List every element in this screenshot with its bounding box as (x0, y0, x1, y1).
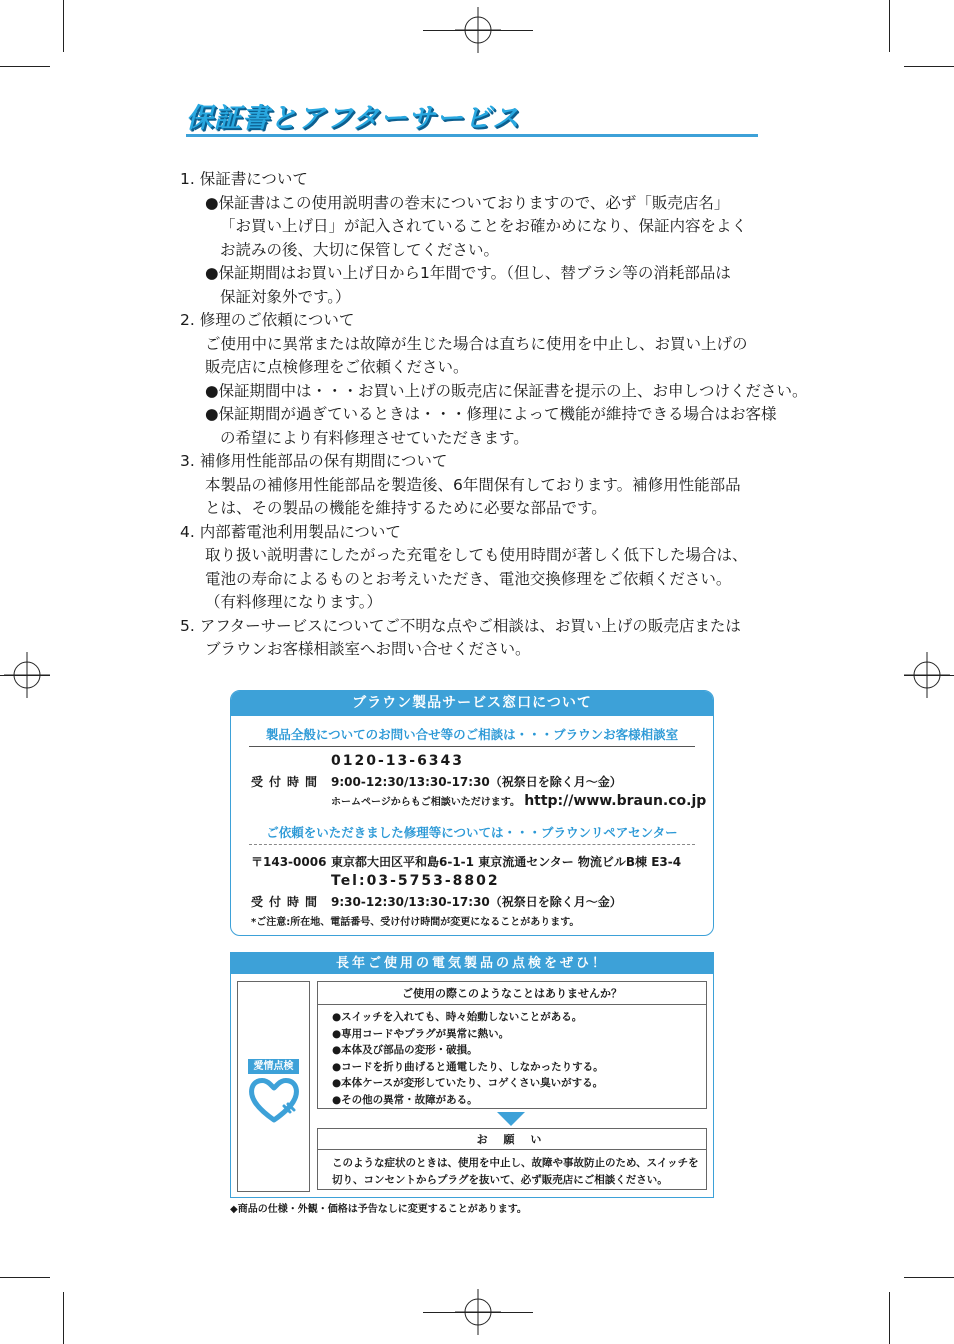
checklist-header: ご使用の際このようなことはありませんか？ (318, 982, 706, 1005)
registration-mark-icon (455, 1289, 501, 1335)
body-line: ●保証書はこの使用説明書の巻末についておりますので、必ず「販売店名」 (205, 193, 730, 212)
list-item: ●その他の異常・故障がある。 (332, 1093, 478, 1106)
main-body (180, 168, 808, 662)
section-heading: 3. 補修用性能部品の保有期間について (180, 452, 448, 470)
body-line: 電池の寿命によるものとお考えいただき、電池交換修理をご依頼ください。 (205, 569, 732, 588)
registration-mark-icon (455, 7, 501, 53)
inspection-box (230, 952, 714, 1198)
body-line: ●保証期間中は・・・お買い上げの販売店に保証書を提示の上、お申しつけください。 (205, 381, 808, 400)
symptom-checklist (317, 981, 707, 1109)
list-item: ●専用コードやプラグが異常に熱い。 (332, 1027, 510, 1040)
section-heading: 1. 保証書について (180, 170, 308, 188)
crop-mark (63, 1292, 64, 1344)
body-line: ご使用中に異常または故障が生じた場合は直ちに使用を中止し、お買い上げの (205, 334, 748, 353)
body-line: ブラウンお客様相談室へお問い合せください。 (205, 640, 531, 658)
registration-mark-icon (4, 652, 50, 698)
request-header: お 願 い (318, 1129, 706, 1150)
title-underline (186, 134, 758, 137)
list-item: ●本体及び部品の変形・破損。 (332, 1044, 478, 1056)
page-title: 保証書とアフターサービス (186, 103, 521, 134)
body-line: （有料修理になります。） (205, 593, 383, 611)
crop-mark (904, 1277, 954, 1278)
repair-hours: 9:30-12:30/13:30-17:30（祝祭日を除く月〜金） (331, 895, 622, 909)
list-item: ●コードを折り曲げると通電したり、しなかったりする。 (332, 1060, 604, 1073)
section-heading: 5. アフターサービスについてご不明な点やご相談は、お買い上げの販売店または (180, 616, 741, 635)
request-line: このような症状のときは、使用を中止し、故障や事故防止のため、スイッチを (332, 1157, 699, 1169)
crop-mark (904, 66, 954, 67)
crop-mark (0, 1277, 50, 1278)
crop-mark (889, 1292, 890, 1344)
general-inquiry-header: 製品全般についてのお問い合せ等のご相談は・・・ブラウンお客様相談室 (249, 725, 695, 747)
list-item: ●スイッチを入れても、時々始動しないことがある。 (332, 1011, 583, 1023)
homepage-link[interactable]: http://www.braun.co.jp (524, 793, 707, 809)
body-line: 保証対象外です。） (220, 287, 351, 306)
repair-address: 東京都大田区平和島6-1-1 東京流通センター 物流ビルB棟 E3-4 (331, 855, 682, 869)
list-item: ●本体ケースが変形していたり、コゲくさい臭いがする。 (332, 1077, 604, 1089)
request-panel (317, 1128, 707, 1190)
repair-center-header: ご依頼をいただきました修理等については・・・ブラウンリペアセンター (249, 823, 695, 845)
service-contact-box (230, 690, 714, 936)
general-hours: 9:00-12:30/13:30-17:30（祝祭日を除く月〜金） (331, 775, 622, 789)
service-box-header: ブラウン製品サービス窓口について (231, 691, 713, 716)
repair-phone: Tel:03-5753-8802 (331, 873, 500, 889)
postal-code: 〒143-0006 (251, 855, 327, 869)
crop-mark (63, 0, 64, 52)
body-line: 取り扱い説明書にしたがった充電をしても使用時間が著しく低下した場合は、 (205, 546, 748, 564)
general-phone: 0120-13-6343 (331, 753, 465, 769)
section-heading: 4. 内部蓄電池利用製品について (180, 522, 401, 541)
service-note: *ご注意:所在地、電話番号、受け付け時間が変更になることがあります。 (251, 917, 580, 928)
crop-mark (889, 0, 890, 52)
inspection-box-header: 長年ご使用の電気製品の点検をぜひ！ (231, 953, 713, 974)
request-line: 切り、コンセントからプラグを抜いて、必ず販売店にご相談ください。 (332, 1174, 668, 1186)
crop-mark (0, 66, 50, 67)
body-line: とは、その製品の機能を維持するために必要な部品です。 (205, 499, 607, 517)
homepage-prefix: ホームページからもご相談いただけます。 (331, 797, 520, 808)
body-line: 「お買い上げ日」が記入されていることをお確かめになり、保証内容をよく (220, 217, 748, 235)
badge-panel (237, 981, 310, 1192)
down-arrow-icon (497, 1112, 525, 1126)
body-line: 本製品の補修用性能部品を製造後、6年間保有しております。補修用性能部品 (205, 475, 741, 494)
hours-label: 受付時間 (251, 895, 324, 909)
heart-plug-icon (248, 1076, 300, 1124)
body-line: お読みの後、大切に保管してください。 (220, 240, 500, 259)
body-line: の希望により有料修理させていただきます。 (220, 428, 529, 447)
registration-mark-icon (904, 652, 950, 698)
inspection-badge: 愛情点検 (248, 1059, 299, 1074)
footer-note: ◆商品の仕様・外観・価格は予告なしに変更することがあります。 (230, 1204, 527, 1215)
body-line: ●保証期間が過ぎているときは・・・修理によって機能が維持できる場合はお客様 (205, 405, 777, 423)
hours-label: 受付時間 (251, 775, 324, 789)
body-line: ●保証期間はお買い上げ日から1年間です。（但し、替ブラシ等の消耗部品は (205, 264, 731, 282)
body-line: 販売店に点検修理をご依頼ください。 (205, 358, 469, 376)
section-heading: 2. 修理のご依頼について (180, 311, 355, 329)
